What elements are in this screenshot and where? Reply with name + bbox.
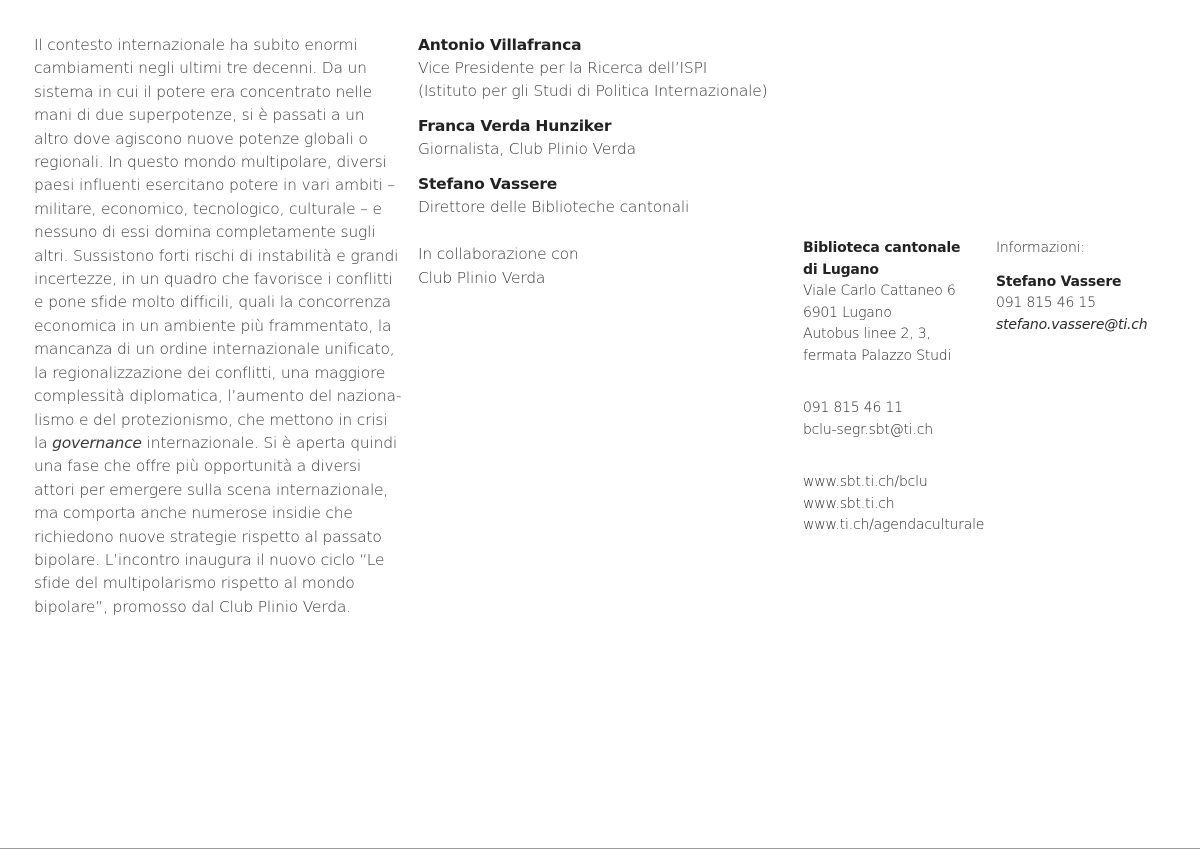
intro-line: mancanza di un ordine internazionale unificato, <box>34 340 395 359</box>
speaker-villafranca <box>418 34 798 103</box>
speaker-role: (Istituto per gli Studi di Politica Internazionale) <box>418 82 768 100</box>
library-phone: 091 815 46 11 <box>803 400 903 416</box>
intro-line: sfide del multipolarismo rispetto al mondo <box>34 574 355 593</box>
library-address-line: Autobus linee 2, 3, <box>803 326 931 342</box>
intro-line: altro dove agiscono nuove potenze globali o <box>34 129 368 148</box>
collaboration-label: In collaborazione con <box>418 245 579 263</box>
intro-line: bipolare”, promosso dal Club Plinio Verda. <box>34 597 351 616</box>
library-website: www.sbt.ti.ch <box>803 495 895 512</box>
intro-line: bipolare. L’incontro inaugura il nuovo ciclo “Le <box>34 550 385 569</box>
library-contact <box>803 238 984 537</box>
info-label: Informazioni: <box>996 240 1085 256</box>
intro-line: incertezze, in un quadro che favorisce i conflitti <box>34 270 393 289</box>
intro-text <box>34 34 402 619</box>
collaboration-note <box>418 242 578 290</box>
speaker-name: Franca Verda Hunziker <box>418 117 612 135</box>
info-phone: 091 815 46 15 <box>996 295 1096 311</box>
info-name: Stefano Vassere <box>996 273 1122 290</box>
info-contact <box>996 238 1147 336</box>
governance-prefix: la <box>34 433 53 452</box>
speakers-list <box>418 34 798 231</box>
info-email: stefano.vassere@ti.ch <box>996 316 1148 333</box>
intro-line: la regionalizzazione dei conflitti, una maggiore <box>34 363 386 382</box>
library-name: Biblioteca cantonale <box>803 240 961 256</box>
intro-line: regionali. In questo mondo multipolare, diversi <box>34 153 387 172</box>
intro-line-governance <box>34 432 398 455</box>
intro-line: complessità diplomatica, l’aumento del naziona- <box>34 387 402 406</box>
intro-line: sistema in cui il potere era concentrato nelle <box>34 82 372 101</box>
library-address-line: Viale Carlo Cattaneo 6 <box>803 283 956 299</box>
library-address-line: fermata Palazzo Studi <box>803 347 952 364</box>
intro-line: mani di due superpotenze, si è passati a un <box>34 106 365 125</box>
intro-line: e pone sfide molto difficili, quali la concorrenza <box>34 293 391 312</box>
governance-word: governance <box>52 433 142 452</box>
intro-line: una fase che offre più opportunità a diversi <box>34 457 361 476</box>
intro-line: lismo e del protezionismo, che mettono in crisi <box>34 410 388 429</box>
intro-line: paesi influenti esercitano potere in vari ambiti – <box>34 176 395 195</box>
speaker-name: Antonio Villafranca <box>418 36 582 54</box>
page-edge-divider <box>0 848 1200 849</box>
speaker-role: Giornalista, Club Plinio Verda <box>418 140 636 158</box>
collaboration-partner: Club Plinio Verda <box>418 269 546 287</box>
intro-line: cambiamenti negli ultimi tre decenni. Da un <box>34 59 367 78</box>
speaker-role: Vice Presidente per la Ricerca dell’ISPI <box>418 59 708 77</box>
intro-line: nessuno di essi domina completamente sugli <box>34 223 376 242</box>
speaker-vassere <box>418 173 798 219</box>
speaker-verda-hunziker <box>418 115 798 161</box>
library-address-line: 6901 Lugano <box>803 304 892 321</box>
intro-line: altri. Sussistono forti rischi di instabilità e grandi <box>34 246 399 265</box>
intro-line: militare, economico, tecnologico, culturale – e <box>34 199 382 218</box>
intro-line: Il contesto internazionale ha subito enormi <box>34 36 358 54</box>
library-website: www.ti.ch/agendaculturale <box>803 517 985 533</box>
intro-line: economica in un ambiente più frammentato, la <box>34 316 392 335</box>
speaker-role: Direttore delle Biblioteche cantonali <box>418 198 690 216</box>
intro-line: attori per emergere sulla scena internazionale, <box>34 480 389 499</box>
library-email: bclu-segr.sbt@ti.ch <box>803 421 933 438</box>
intro-line: richiedono nuove strategie rispetto al passato <box>34 527 382 546</box>
governance-suffix: internazionale. Si è aperta quindi <box>141 433 398 452</box>
library-website: www.sbt.ti.ch/bclu <box>803 474 928 490</box>
intro-line: ma comporta anche numerose insidie che <box>34 504 353 523</box>
speaker-name: Stefano Vassere <box>418 175 558 193</box>
library-name: di Lugano <box>803 261 879 278</box>
